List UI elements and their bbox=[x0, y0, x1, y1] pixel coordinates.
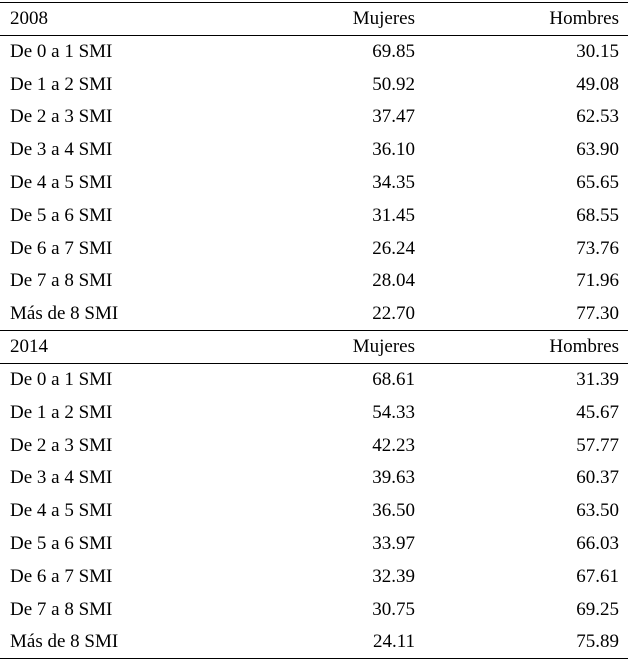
men-value: 63.90 bbox=[576, 139, 619, 161]
men-value: 62.53 bbox=[576, 106, 619, 128]
table-row bbox=[0, 101, 628, 134]
row-label: De 4 a 5 SMI bbox=[10, 500, 113, 522]
women-value: 42.23 bbox=[372, 434, 415, 456]
men-value: 75.89 bbox=[415, 626, 628, 659]
table-row bbox=[0, 298, 628, 331]
table-row bbox=[0, 232, 628, 265]
row-label: Más de 8 SMI bbox=[0, 626, 270, 659]
table-row bbox=[0, 364, 628, 397]
men-value: 71.96 bbox=[576, 270, 619, 292]
table-row bbox=[0, 528, 628, 561]
table-row bbox=[0, 167, 628, 200]
men-value: 63.50 bbox=[576, 500, 619, 522]
table-row bbox=[0, 199, 628, 232]
table-body bbox=[0, 3, 628, 659]
women-value: 22.70 bbox=[372, 303, 415, 325]
row-label: De 1 a 2 SMI bbox=[10, 401, 113, 423]
women-value: 69.85 bbox=[372, 41, 415, 63]
table-row bbox=[0, 68, 628, 101]
row-label: De 7 a 8 SMI bbox=[10, 270, 113, 292]
table-row bbox=[0, 462, 628, 495]
men-value: 30.15 bbox=[576, 41, 619, 63]
men-value: 68.55 bbox=[576, 204, 619, 226]
table-row bbox=[0, 429, 628, 462]
column-header-men: Hombres bbox=[415, 3, 628, 36]
row-label: De 5 a 6 SMI bbox=[10, 533, 113, 555]
table-row bbox=[0, 396, 628, 429]
men-value: 49.08 bbox=[576, 73, 619, 95]
women-value: 68.61 bbox=[372, 369, 415, 391]
women-value: 26.24 bbox=[372, 237, 415, 259]
row-label: De 2 a 3 SMI bbox=[10, 434, 113, 456]
women-value: 24.11 bbox=[270, 626, 415, 659]
table-row bbox=[0, 265, 628, 298]
table-row bbox=[0, 626, 628, 659]
men-value: 65.65 bbox=[576, 172, 619, 194]
women-value: 31.45 bbox=[372, 204, 415, 226]
women-value: 36.50 bbox=[372, 500, 415, 522]
table-row bbox=[0, 36, 628, 69]
men-value: 66.03 bbox=[576, 533, 619, 555]
men-value: 69.25 bbox=[576, 598, 619, 620]
men-value: 60.37 bbox=[576, 467, 619, 489]
men-value: 73.76 bbox=[576, 237, 619, 259]
men-value: 57.77 bbox=[576, 434, 619, 456]
section-header-row bbox=[0, 3, 628, 36]
row-label: De 2 a 3 SMI bbox=[10, 106, 113, 128]
column-header-men: Hombres bbox=[415, 331, 628, 364]
salary-gender-table bbox=[0, 2, 628, 659]
row-label: De 5 a 6 SMI bbox=[10, 204, 113, 226]
table-row bbox=[0, 593, 628, 626]
women-value: 54.33 bbox=[372, 401, 415, 423]
women-value: 28.04 bbox=[372, 270, 415, 292]
men-value: 45.67 bbox=[576, 401, 619, 423]
row-label: De 0 a 1 SMI bbox=[10, 369, 113, 391]
women-value: 36.10 bbox=[372, 139, 415, 161]
column-header-women: Mujeres bbox=[270, 331, 415, 364]
table-row bbox=[0, 495, 628, 528]
section-year: 2014 bbox=[0, 331, 270, 364]
row-label: De 1 a 2 SMI bbox=[10, 73, 113, 95]
men-value: 67.61 bbox=[576, 565, 619, 587]
women-value: 30.75 bbox=[372, 598, 415, 620]
women-value: 33.97 bbox=[372, 533, 415, 555]
table-row bbox=[0, 560, 628, 593]
women-value: 37.47 bbox=[372, 106, 415, 128]
women-value: 32.39 bbox=[372, 565, 415, 587]
row-label: De 0 a 1 SMI bbox=[10, 41, 113, 63]
column-header-women: Mujeres bbox=[270, 3, 415, 36]
table-row bbox=[0, 134, 628, 167]
section-year: 2008 bbox=[0, 3, 270, 36]
men-value: 77.30 bbox=[576, 303, 619, 325]
row-label: De 6 a 7 SMI bbox=[10, 237, 113, 259]
women-value: 34.35 bbox=[372, 172, 415, 194]
section-header-row bbox=[0, 331, 628, 364]
row-label: De 3 a 4 SMI bbox=[10, 467, 113, 489]
men-value: 31.39 bbox=[576, 369, 619, 391]
women-value: 50.92 bbox=[372, 73, 415, 95]
row-label: De 7 a 8 SMI bbox=[10, 598, 113, 620]
row-label: De 4 a 5 SMI bbox=[10, 172, 113, 194]
row-label: Más de 8 SMI bbox=[10, 303, 119, 325]
row-label: De 6 a 7 SMI bbox=[10, 565, 113, 587]
women-value: 39.63 bbox=[372, 467, 415, 489]
row-label: De 3 a 4 SMI bbox=[10, 139, 113, 161]
